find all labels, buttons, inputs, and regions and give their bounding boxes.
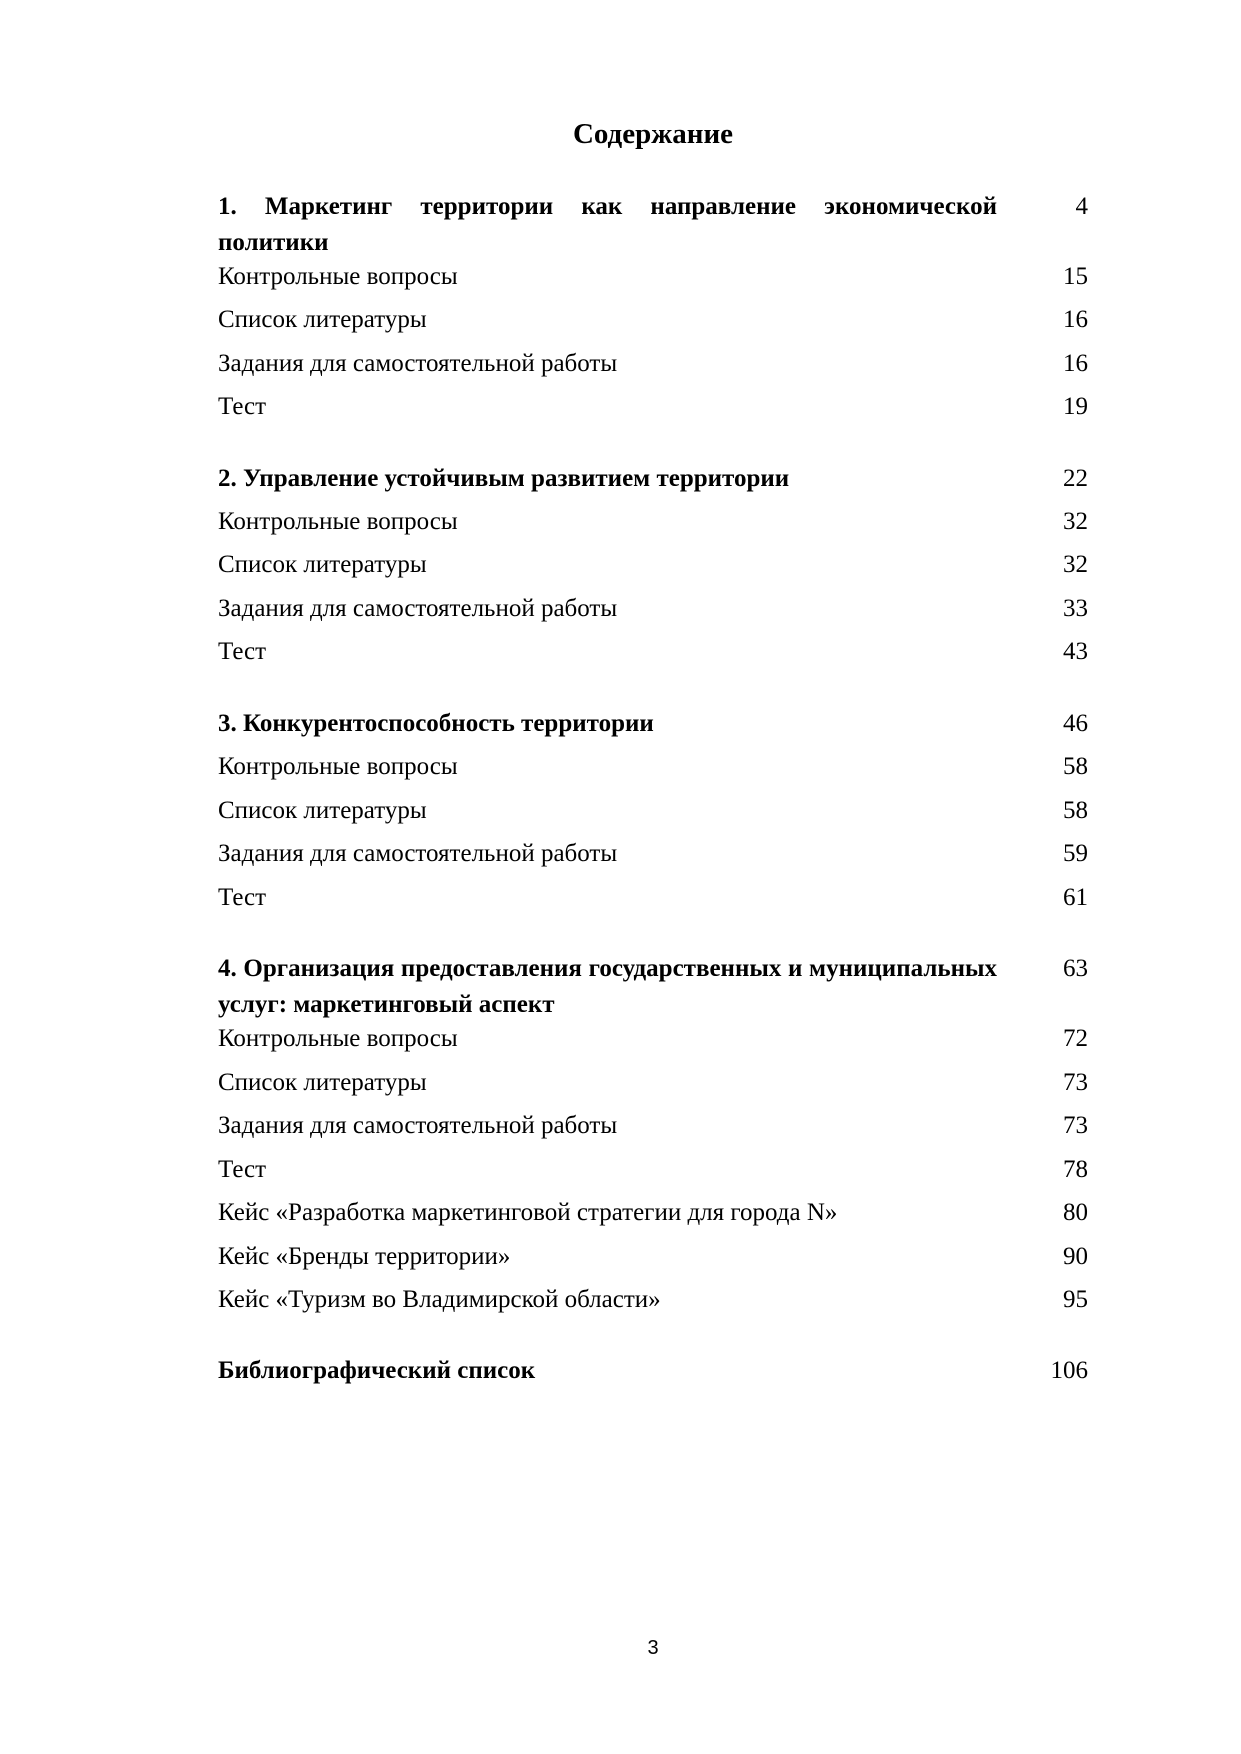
page-title: Содержание [572,118,734,150]
toc-item-label: Тест [218,638,267,665]
toc-page-number: 32 [1063,551,1088,578]
toc-page-number: 58 [1063,797,1088,824]
toc-item-label: Кейс «Бренды территории» [218,1243,511,1270]
toc-item-label: Кейс «Разработка маркетинговой стратегии для города N» [218,1199,838,1226]
toc-page-number: 16 [1063,350,1088,377]
toc-page-number: 61 [1063,884,1088,911]
toc-page-number: 16 [1063,306,1088,333]
toc-heading-label: Библиографический список [218,1357,536,1384]
toc-page-number: 90 [1063,1243,1088,1270]
toc-item-label: Тест [218,1156,267,1183]
page-footer-number: 3 [647,1637,659,1659]
toc-item-label: Контрольные вопросы [218,263,458,290]
toc-item-label: Тест [218,393,267,420]
toc-page-number: 78 [1063,1156,1088,1183]
toc-page-number: 95 [1063,1286,1088,1313]
toc-page-number: 4 [1075,193,1088,220]
toc-item-label: Задания для самостоятельной работы [218,1112,618,1139]
toc-page-number: 22 [1063,465,1088,492]
toc-heading-label: 2. Управление устойчивым развитием территории [218,465,790,492]
toc-item-label: Список литературы [218,1069,427,1096]
toc-page-number: 80 [1063,1199,1088,1226]
toc-item-label: Список литературы [218,797,427,824]
toc-item-label: Тест [218,884,267,911]
toc-page-number: 72 [1063,1025,1088,1052]
toc-item-label: Контрольные вопросы [218,753,458,780]
toc-page-number: 43 [1063,638,1088,665]
toc-heading-label: 4. Организация предоставления государственных и муниципальных услуг: маркетинговый аспект [218,955,997,1018]
toc-item-label: Кейс «Туризм во Владимирской области» [218,1286,661,1313]
toc-page-number: 33 [1063,595,1088,622]
toc-heading-label: 3. Конкурентоспособность территории [218,710,654,737]
toc-item-label: Список литературы [218,551,427,578]
toc-item-label: Список литературы [218,306,427,333]
toc-page-number: 59 [1063,840,1088,867]
toc-page-number: 46 [1063,710,1088,737]
toc-page-number: 32 [1063,508,1088,535]
toc-item-label: Задания для самостоятельной работы [218,350,618,377]
toc-item-label: Задания для самостоятельной работы [218,840,618,867]
toc-page-number: 63 [1063,955,1088,982]
toc-item-label: Контрольные вопросы [218,1025,458,1052]
toc-page-number: 19 [1063,393,1088,420]
toc-page-number: 73 [1063,1069,1088,1096]
toc-page-number: 73 [1063,1112,1088,1139]
toc-page-number: 58 [1063,753,1088,780]
toc-item-label: Задания для самостоятельной работы [218,595,618,622]
toc-page-number: 15 [1063,263,1088,290]
toc-heading-label: 1. Маркетинг территории как направление экономической политики [218,193,997,256]
toc-item-label: Контрольные вопросы [218,508,458,535]
toc-page-number: 106 [1050,1357,1088,1384]
